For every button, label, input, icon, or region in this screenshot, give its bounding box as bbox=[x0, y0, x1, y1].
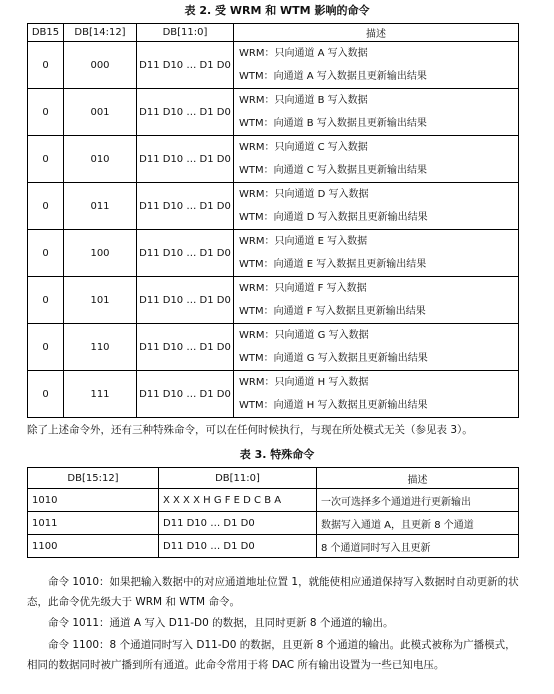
cell-db11-0: D11 D10 … D1 D0 bbox=[137, 324, 234, 371]
table2-row bbox=[28, 42, 519, 89]
desc-wrm-line: WRM：只向通道 D 写入数据 bbox=[239, 189, 369, 200]
cell-description bbox=[234, 42, 519, 89]
cell-db14-12: 001 bbox=[64, 89, 137, 136]
desc-wtm-line: WTM：向通道 E 写入数据且更新输出结果 bbox=[239, 259, 427, 270]
cell-db11-0: X X X X H G F E D C B A bbox=[159, 489, 317, 512]
cell-db11-0: D11 D10 … D1 D0 bbox=[137, 277, 234, 324]
desc-wtm-line: WTM：向通道 H 写入数据且更新输出结果 bbox=[239, 400, 428, 411]
table2-body bbox=[28, 42, 519, 418]
cell-db14-12: 110 bbox=[64, 324, 137, 371]
paragraph-cmd-1011: 命令 1011：通道 A 写入 D11-D0 的数据，且同时更新 8 个通道的输出。 bbox=[48, 617, 394, 629]
table2-caption: 表 2. 受 WRM 和 WTM 影响的命令 bbox=[184, 4, 370, 17]
table3-body bbox=[28, 489, 519, 558]
desc-wtm-line: WTM：向通道 C 写入数据且更新输出结果 bbox=[239, 165, 427, 176]
cell-db15: 0 bbox=[28, 324, 64, 371]
cell-db11-0: D11 D10 … D1 D0 bbox=[137, 230, 234, 277]
desc-wrm-line: WRM：只向通道 B 写入数据 bbox=[239, 95, 368, 106]
desc-wrm-line: WRM：只向通道 C 写入数据 bbox=[239, 142, 368, 153]
cell-db15: 0 bbox=[28, 230, 64, 277]
desc-wrm-line: WRM：只向通道 G 写入数据 bbox=[239, 330, 369, 341]
table2-row bbox=[28, 324, 519, 371]
cell-db14-12: 101 bbox=[64, 277, 137, 324]
desc-wrm-line: WRM：只向通道 A 写入数据 bbox=[239, 48, 368, 59]
cell-description bbox=[234, 324, 519, 371]
table2-header-db15: DB15 bbox=[28, 24, 64, 42]
cell-db11-0: D11 D10 … D1 D0 bbox=[137, 136, 234, 183]
cell-db11-0: D11 D10 … D1 D0 bbox=[137, 371, 234, 418]
cell-db11-0: D11 D10 … D1 D0 bbox=[159, 512, 317, 535]
table3-row bbox=[28, 535, 519, 558]
cell-description bbox=[234, 89, 519, 136]
cell-description bbox=[234, 230, 519, 277]
desc-wrm-line: WRM：只向通道 F 写入数据 bbox=[239, 283, 367, 294]
table2-row bbox=[28, 277, 519, 324]
table3-row bbox=[28, 489, 519, 512]
cell-db15: 0 bbox=[28, 42, 64, 89]
cell-description: 一次可选择多个通道进行更新输出 bbox=[317, 489, 519, 512]
table3 bbox=[27, 467, 519, 558]
table2-row bbox=[28, 230, 519, 277]
cell-db15-12: 1010 bbox=[28, 489, 159, 512]
table2-row bbox=[28, 371, 519, 418]
cell-db15-12: 1011 bbox=[28, 512, 159, 535]
cell-description bbox=[234, 183, 519, 230]
table2-header-row bbox=[28, 24, 519, 42]
table3-header-desc: 描述 bbox=[317, 468, 519, 489]
cell-db15: 0 bbox=[28, 371, 64, 418]
paragraph-cmd-1010: 命令 1010：如果把输入数据中的对应通道地址位置 1，就能使相应通道保持写入数据时自动更新的状态，此命令优先级大于 WRM 和 WTM 命令。 bbox=[27, 576, 519, 608]
paragraph-cmd-1100: 命令 1100：8 个通道同时写入 D11-D0 的数据，且更新 8 个通道的输出。此模式被称为广播模式，相同的数据同时被广播到所有通道。此命令常用于将 DAC 所有输出设置为一些已知电压。 bbox=[27, 639, 516, 671]
desc-wrm-line: WRM：只向通道 H 写入数据 bbox=[239, 377, 369, 388]
cell-db14-12: 000 bbox=[64, 42, 137, 89]
cell-db11-0: D11 D10 … D1 D0 bbox=[137, 42, 234, 89]
cell-db11-0: D11 D10 … D1 D0 bbox=[137, 183, 234, 230]
desc-wtm-line: WTM：向通道 A 写入数据且更新输出结果 bbox=[239, 71, 427, 82]
table2-header-desc: 描述 bbox=[234, 24, 519, 42]
cell-db14-12: 111 bbox=[64, 371, 137, 418]
table3-row bbox=[28, 512, 519, 535]
table2-header-db11-0: DB[11:0] bbox=[137, 24, 234, 42]
table2 bbox=[27, 23, 519, 418]
table3-header-row bbox=[28, 468, 519, 489]
table2-row bbox=[28, 183, 519, 230]
cell-description: 数据写入通道 A，且更新 8 个通道 bbox=[317, 512, 519, 535]
desc-wtm-line: WTM：向通道 D 写入数据且更新输出结果 bbox=[239, 212, 428, 223]
table3-header-db15-12: DB[15:12] bbox=[28, 468, 159, 489]
paragraph-after-table2: 除了上述命令外，还有三种特殊命令，可以在任何时候执行，与现在所处模式无关（参见表 3）。 bbox=[27, 424, 473, 436]
cell-db14-12: 100 bbox=[64, 230, 137, 277]
cell-description bbox=[234, 136, 519, 183]
cell-db14-12: 010 bbox=[64, 136, 137, 183]
cell-db15-12: 1100 bbox=[28, 535, 159, 558]
desc-wtm-line: WTM：向通道 B 写入数据且更新输出结果 bbox=[239, 118, 427, 129]
cell-db15: 0 bbox=[28, 183, 64, 230]
cell-description bbox=[234, 371, 519, 418]
cell-db14-12: 011 bbox=[64, 183, 137, 230]
cell-db11-0: D11 D10 … D1 D0 bbox=[137, 89, 234, 136]
table2-row bbox=[28, 136, 519, 183]
desc-wtm-line: WTM：向通道 G 写入数据且更新输出结果 bbox=[239, 353, 428, 364]
cell-db11-0: D11 D10 … D1 D0 bbox=[159, 535, 317, 558]
desc-wtm-line: WTM：向通道 F 写入数据且更新输出结果 bbox=[239, 306, 426, 317]
cell-db15: 0 bbox=[28, 136, 64, 183]
cell-db15: 0 bbox=[28, 277, 64, 324]
cell-description bbox=[234, 277, 519, 324]
cell-description: 8 个通道同时写入且更新 bbox=[317, 535, 519, 558]
cell-db15: 0 bbox=[28, 89, 64, 136]
table3-caption: 表 3. 特殊命令 bbox=[239, 448, 315, 461]
table2-header-db14-12: DB[14:12] bbox=[64, 24, 137, 42]
table3-header-db11-0: DB[11:0] bbox=[159, 468, 317, 489]
desc-wrm-line: WRM：只向通道 E 写入数据 bbox=[239, 236, 368, 247]
table2-row bbox=[28, 89, 519, 136]
